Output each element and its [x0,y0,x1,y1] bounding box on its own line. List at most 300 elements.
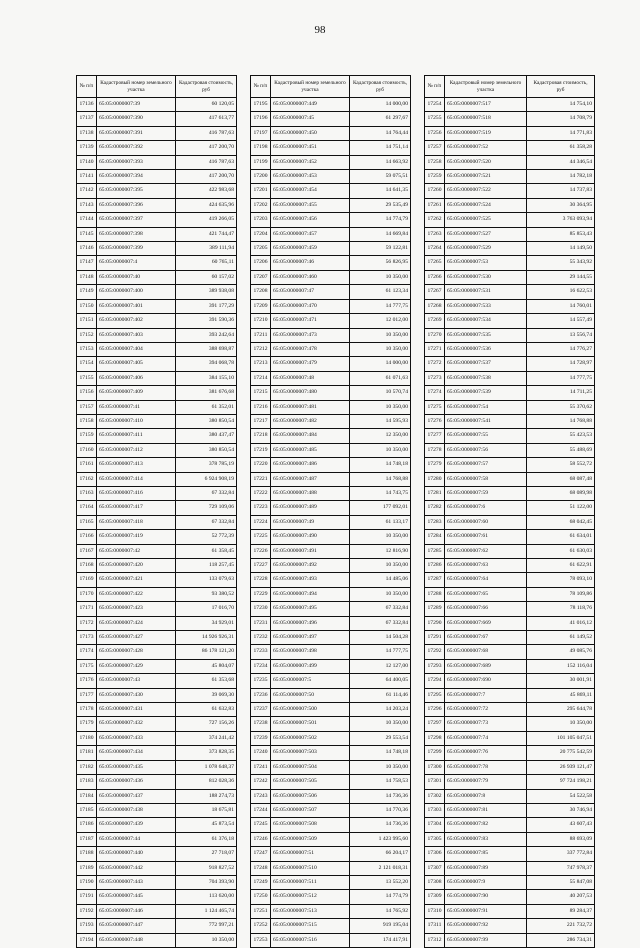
table-row [425,299,595,313]
row-number: 17195 [251,98,271,112]
header-number: № п/п [251,76,271,98]
cadastral-value: 13 556,74 [527,328,595,342]
table-row [77,400,237,414]
cadastral-value: 10 350,00 [350,760,411,774]
cadastral-value: 60 765,11 [176,256,237,270]
table-row [251,126,411,140]
table-row [77,847,237,861]
table-row [251,559,411,573]
cadastral-value: 14 663,92 [350,155,411,169]
cadastral-number: 65:05:0000007:493 [271,573,350,587]
table-row [251,659,411,673]
row-number: 17280 [425,472,445,486]
cadastral-value: 86 178 121,20 [176,645,237,659]
cadastral-number: 65:05:0000007:413 [97,458,176,472]
cadastral-number: 65:05:0000007:457 [271,227,350,241]
row-number: 17143 [77,198,97,212]
table-row [425,328,595,342]
cadastral-value: 391 177,29 [176,299,237,313]
table-row [77,458,237,472]
cadastral-number: 65:05:0000007:518 [445,112,527,126]
cadastral-value: 101 105 047,51 [527,731,595,745]
cadastral-number: 65:05:0000007:438 [97,803,176,817]
table-row [251,847,411,861]
cadastral-value: 10 350,00 [350,270,411,284]
cadastral-number: 65:05:0000007:43 [97,674,176,688]
cadastral-number: 65:05:0000007:420 [97,559,176,573]
cadastral-number: 65:05:0000007:501 [271,717,350,731]
cadastral-number: 65:05:0000007:513 [271,904,350,918]
cadastral-number: 65:05:0000007:61 [445,530,527,544]
cadastral-value: 14 748,18 [350,458,411,472]
cadastral-value: 1 078 648,37 [176,760,237,774]
cadastral-value: 14 743,75 [350,486,411,500]
row-number: 17205 [251,242,271,256]
row-number: 17193 [77,919,97,933]
row-number: 17157 [77,400,97,414]
cadastral-number: 65:05:0000007:519 [445,126,527,140]
cadastral-number: 65:05:0000007:427 [97,631,176,645]
cadastral-number: 65:05:0000007:445 [97,890,176,904]
row-number: 17240 [251,746,271,760]
cadastral-number: 65:05:0000007:63 [445,559,527,573]
table-row [251,184,411,198]
cadastral-number: 65:05:0000007:534 [445,314,527,328]
table-row [251,573,411,587]
row-number: 17230 [251,602,271,616]
row-number: 17301 [425,775,445,789]
cadastral-number: 65:05:0000007:471 [271,314,350,328]
cadastral-number: 65:05:0000007:453 [271,170,350,184]
row-number: 17308 [425,875,445,889]
cadastral-number: 65:05:0000007:456 [271,213,350,227]
row-number: 17234 [251,659,271,673]
row-number: 17241 [251,760,271,774]
cadastral-value: 78 093,10 [527,573,595,587]
row-number: 17174 [77,645,97,659]
row-number: 17251 [251,904,271,918]
cadastral-number: 65:05:0000007:495 [271,602,350,616]
row-number: 17145 [77,227,97,241]
table-row [77,270,237,284]
row-number: 17261 [425,198,445,212]
table-row [77,875,237,889]
cadastral-value: 10 350,00 [350,587,411,601]
cadastral-value: 118 257,45 [176,559,237,573]
cadastral-value: 61 133,17 [350,515,411,529]
table-row [425,400,595,414]
cadastral-value: 704 393,90 [176,875,237,889]
table-row [425,587,595,601]
row-number: 17262 [425,213,445,227]
row-number: 17292 [425,645,445,659]
cadastral-value: 10 350,00 [350,559,411,573]
cadastral-value: 14 595,93 [350,414,411,428]
cadastral-number: 65:05:0000007:52 [445,141,527,155]
table-row [425,170,595,184]
table-row [77,919,237,933]
cadastral-number: 65:05:0000007:48 [271,371,350,385]
cadastral-number: 65:05:0000007:442 [97,861,176,875]
cadastral-number: 65:05:0000007:72 [445,703,527,717]
row-number: 17309 [425,890,445,904]
cadastral-number: 65:05:0000007:440 [97,847,176,861]
table-row [77,717,237,731]
table-row [425,98,595,112]
cadastral-value: 61 297,67 [350,112,411,126]
cadastral-number: 65:05:0000007:65 [445,587,527,601]
row-number: 17298 [425,731,445,745]
cadastral-value: 10 570,74 [350,386,411,400]
row-number: 17233 [251,645,271,659]
cadastral-number: 65:05:0000007:434 [97,746,176,760]
cadastral-value: 45 869,11 [527,688,595,702]
row-number: 17212 [251,342,271,356]
row-number: 17223 [251,501,271,515]
cadastral-number: 65:05:0000007:391 [97,126,176,140]
cadastral-number: 65:05:0000007:538 [445,371,527,385]
row-number: 17210 [251,314,271,328]
table-row [425,198,595,212]
row-number: 17197 [251,126,271,140]
row-number: 17220 [251,458,271,472]
row-number: 17202 [251,198,271,212]
cadastral-value: 61 632,83 [176,703,237,717]
cadastral-number: 65:05:0000007:498 [271,645,350,659]
cadastral-value: 14 485,06 [350,573,411,587]
row-number: 17254 [425,98,445,112]
table-row [77,559,237,573]
table-row [425,270,595,284]
table-row [77,443,237,457]
table-row [425,429,595,443]
cadastral-value: 133 079,63 [176,573,237,587]
row-number: 17283 [425,515,445,529]
row-number: 17269 [425,314,445,328]
cadastral-value: 380 437,47 [176,429,237,443]
cadastral-number: 65:05:0000007:419 [97,530,176,544]
cadastral-number: 65:05:0000007:502 [271,731,350,745]
cadastral-value: 14 000,00 [350,357,411,371]
cadastral-value: 389 111,94 [176,242,237,256]
cadastral-value: 10 350,00 [350,400,411,414]
cadastral-value: 67 332,84 [176,515,237,529]
row-number: 17146 [77,242,97,256]
cadastral-number: 65:05:0000007:62 [445,544,527,558]
table-row [77,789,237,803]
cadastral-value: 417 613,77 [176,112,237,126]
cadastral-number: 65:05:0000007:533 [445,299,527,313]
table-row [425,256,595,270]
table-row [425,803,595,817]
row-number: 17244 [251,803,271,817]
cadastral-value: 152 116,04 [527,659,595,673]
table-row [77,515,237,529]
table-row [425,458,595,472]
table-row [425,213,595,227]
table-row [425,242,595,256]
cadastral-value: 59 122,81 [350,242,411,256]
cadastral-value: 14 149,50 [527,242,595,256]
cadastral-number: 65:05:0000007:46 [271,256,350,270]
cadastral-number: 65:05:0000007:524 [445,198,527,212]
cadastral-value: 67 332,84 [176,486,237,500]
table-row [251,890,411,904]
cadastral-number: 65:05:0000007:403 [97,328,176,342]
cadastral-value: 3 763 093,94 [527,213,595,227]
table-row [425,760,595,774]
cadastral-value: 43 607,43 [527,818,595,832]
cadastral-value: 93 380,52 [176,587,237,601]
row-number: 17264 [425,242,445,256]
cadastral-number: 65:05:0000007:507 [271,803,350,817]
row-number: 17227 [251,559,271,573]
table-row [251,904,411,918]
table-row [251,818,411,832]
cadastral-value: 14 737,83 [527,184,595,198]
table-row [425,688,595,702]
table-row [251,530,411,544]
table-row [425,832,595,846]
row-number: 17287 [425,573,445,587]
cadastral-number: 65:05:0000007:541 [445,414,527,428]
cadastral-value: 919 195,04 [350,919,411,933]
row-number: 17140 [77,155,97,169]
cadastral-number: 65:05:0000007:480 [271,386,350,400]
page-number: 98 [314,24,326,36]
cadastral-value: 10 350,00 [350,530,411,544]
cadastral-value: 424 635,96 [176,198,237,212]
cadastral-number: 65:05:0000007:392 [97,141,176,155]
row-number: 17302 [425,789,445,803]
table-row [77,501,237,515]
row-number: 17194 [77,933,97,947]
cadastral-value: 419 266,05 [176,213,237,227]
table-row [251,155,411,169]
row-number: 17215 [251,386,271,400]
row-number: 17217 [251,414,271,428]
cadastral-value: 60 157,02 [176,270,237,284]
cadastral-value: 14 641,35 [350,184,411,198]
row-number: 17187 [77,832,97,846]
row-number: 17273 [425,371,445,385]
table-row [425,674,595,688]
table-row [77,429,237,443]
cadastral-value: 55 488,69 [527,443,595,457]
cadastral-value: 16 622,53 [527,285,595,299]
cadastral-value: 61 622,91 [527,559,595,573]
cadastral-number: 65:05:0000007:41 [97,400,176,414]
cadastral-number: 65:05:0000007:55 [445,429,527,443]
cadastral-number: 65:05:0000007:510 [271,861,350,875]
cadastral-value: 374 241,42 [176,731,237,745]
row-number: 17245 [251,818,271,832]
table-row [425,342,595,356]
row-number: 17288 [425,587,445,601]
cadastral-number: 65:05:0000007:520 [445,155,527,169]
cadastral-number: 65:05:0000007:497 [271,631,350,645]
row-number: 17243 [251,789,271,803]
row-number: 17312 [425,933,445,947]
row-number: 17239 [251,731,271,745]
cadastral-number: 65:05:0000007:89 [445,861,527,875]
cadastral-value: 373 828,35 [176,746,237,760]
row-number: 17265 [425,256,445,270]
table-row [425,112,595,126]
table-row [251,414,411,428]
table-row [251,357,411,371]
table-row [77,357,237,371]
table-row [251,832,411,846]
cadastral-number: 65:05:0000007:92 [445,919,527,933]
cadastral-number: 65:05:0000007:521 [445,170,527,184]
row-number: 17138 [77,126,97,140]
cadastral-number: 65:05:0000007:99 [445,933,527,947]
cadastral-number: 65:05:0000007:7 [445,688,527,702]
table-row [425,861,595,875]
cadastral-value: 14 758,53 [350,775,411,789]
cadastral-value: 51 122,00 [527,501,595,515]
row-number: 17246 [251,832,271,846]
cadastral-value: 384 155,10 [176,371,237,385]
table-row [77,386,237,400]
row-number: 17177 [77,688,97,702]
cadastral-value: 78 109,86 [527,587,595,601]
table-row [77,342,237,356]
cadastral-number: 65:05:0000007:446 [97,904,176,918]
cadastral-value: 388 698,87 [176,342,237,356]
row-number: 17170 [77,587,97,601]
cadastral-value: 422 983,68 [176,184,237,198]
row-number: 17270 [425,328,445,342]
cadastral-number: 65:05:0000007:51 [271,847,350,861]
cadastral-value: 14 777,75 [350,645,411,659]
cadastral-number: 65:05:0000007:531 [445,285,527,299]
cadastral-value: 421 744,47 [176,227,237,241]
cadastral-value: 14 771,83 [527,126,595,140]
cadastral-number: 65:05:0000007:499 [271,659,350,673]
cadastral-value: 10 350,00 [350,443,411,457]
row-number: 17190 [77,875,97,889]
row-number: 17191 [77,890,97,904]
cadastral-number: 65:05:0000007:508 [271,818,350,832]
cadastral-value: 55 343,92 [527,256,595,270]
row-number: 17169 [77,573,97,587]
cadastral-number: 65:05:0000007:504 [271,760,350,774]
table-row [251,314,411,328]
row-number: 17297 [425,717,445,731]
cadastral-table-1 [76,75,237,948]
cadastral-number: 65:05:0000007:529 [445,242,527,256]
cadastral-number: 65:05:0000007:396 [97,198,176,212]
cadastral-value: 61 634,01 [527,530,595,544]
cadastral-number: 65:05:0000007:511 [271,875,350,889]
row-number: 17142 [77,184,97,198]
cadastral-value: 14 669,84 [350,227,411,241]
cadastral-number: 65:05:0000007:439 [97,818,176,832]
row-number: 17204 [251,227,271,241]
cadastral-value: 14 768,88 [527,414,595,428]
cadastral-number: 65:05:0000007:412 [97,443,176,457]
row-number: 17172 [77,616,97,630]
cadastral-number: 65:05:0000007:424 [97,616,176,630]
cadastral-number: 65:05:0000007:539 [445,386,527,400]
cadastral-value: 10 350,00 [527,717,595,731]
cadastral-value: 729 109,06 [176,501,237,515]
header-cadastral-value: Кадастровая стоимость, руб [350,76,411,98]
table-row [77,155,237,169]
row-number: 17137 [77,112,97,126]
row-number: 17237 [251,703,271,717]
cadastral-number: 65:05:0000007:512 [271,890,350,904]
table-row [251,803,411,817]
cadastral-number: 65:05:0000007:60 [445,515,527,529]
header-row [77,76,237,98]
cadastral-number: 65:05:0000007:515 [271,919,350,933]
row-number: 17156 [77,386,97,400]
row-number: 17267 [425,285,445,299]
cadastral-number: 65:05:0000007:67 [445,631,527,645]
header-cadastral-value: Кадастровая стоимость, руб [527,76,595,98]
row-number: 17294 [425,674,445,688]
table-row [77,112,237,126]
table-row [425,414,595,428]
cadastral-number: 65:05:0000007:83 [445,832,527,846]
cadastral-value: 44 346,54 [527,155,595,169]
cadastral-value: 14 777,75 [527,371,595,385]
table-row [251,703,411,717]
cadastral-value: 67 332,84 [350,602,411,616]
cadastral-number: 65:05:0000007:530 [445,270,527,284]
row-number: 17286 [425,559,445,573]
table-row [425,544,595,558]
table-row [77,746,237,760]
row-number: 17188 [77,847,97,861]
row-number: 17257 [425,141,445,155]
cadastral-value: 89 284,37 [527,904,595,918]
cadastral-number: 65:05:0000007:537 [445,357,527,371]
row-number: 17211 [251,328,271,342]
table-row [77,890,237,904]
cadastral-number: 65:05:0000007:5 [271,674,350,688]
table-row [77,645,237,659]
cadastral-number: 65:05:0000007:451 [271,141,350,155]
table-row [425,904,595,918]
row-number: 17229 [251,587,271,601]
cadastral-number: 65:05:0000007:479 [271,357,350,371]
table-row [425,501,595,515]
cadastral-number: 65:05:0000007:459 [271,242,350,256]
cadastral-number: 65:05:0000007:40 [97,270,176,284]
cadastral-number: 65:05:0000007:455 [271,198,350,212]
cadastral-value: 29 553,54 [350,731,411,745]
table-row [77,126,237,140]
row-number: 17255 [425,112,445,126]
row-number: 17306 [425,847,445,861]
cadastral-value: 49 085,76 [527,645,595,659]
cadastral-value: 416 787,63 [176,155,237,169]
cadastral-number: 65:05:0000007:390 [97,112,176,126]
cadastral-number: 65:05:0000007:50 [271,688,350,702]
table-row [425,717,595,731]
cadastral-value: 286 734,31 [527,933,595,947]
cadastral-value: 29 535,49 [350,198,411,212]
cadastral-value: 188 274,73 [176,789,237,803]
table-row [251,933,411,947]
cadastral-value: 18 675,81 [176,803,237,817]
table-row [251,443,411,457]
cadastral-number: 65:05:0000007:66 [445,602,527,616]
